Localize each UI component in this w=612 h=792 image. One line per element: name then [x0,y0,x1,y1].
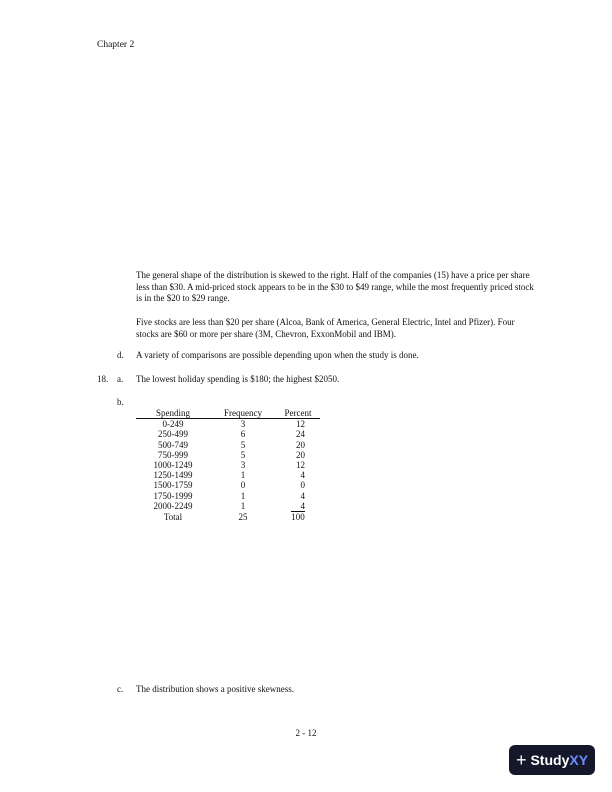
item-c-text: The distribution shows a positive skewness. [136,684,294,694]
chapter-header: Chapter 2 [97,40,135,50]
table-row [136,419,320,430]
studyxy-badge[interactable] [509,745,595,775]
table-header-row [136,408,320,419]
spending-cell: 1500-1759 [153,480,193,491]
percent-cell: 20 [296,449,305,460]
item-c-label: c. [117,684,124,694]
frequency-table [136,408,320,522]
frequency-cell: 1 [240,470,246,481]
frequency-cell: 5 [240,449,246,460]
spending-cell: 500-749 [158,439,188,450]
frequency-cell: 5 [240,439,246,450]
spending-cell: 750-999 [158,449,188,460]
percent-cell: 12 [296,460,305,471]
frequency-cell: 0 [240,480,246,491]
table-row [136,460,320,470]
table-row [136,440,320,450]
total-percent: 100 [291,512,305,523]
distribution-shape-paragraph: The general shape of the distribution is skewed to the right. Half of the companies (15) have a price per share less than $30. A mid-priced stock appears to be in the $30 to $49 range, while the most frequently priced stock is in the $20 to $29 range. [136,270,534,304]
table-row [136,470,320,480]
frequency-cell: 1 [240,501,246,512]
frequency-cell: 3 [240,419,246,430]
percent-cell: 24 [296,429,305,440]
badge-brand: StudyXY [530,752,589,768]
table-row [136,429,320,439]
table-row [136,501,320,512]
item-d-text: A variety of comparisons are possible depending upon when the study is done. [136,350,419,360]
spending-cell: 1750-1999 [153,490,193,501]
percent-cell: 0 [300,480,305,491]
header-percent: Percent [276,408,320,419]
table-total-row [136,512,320,522]
spending-cell: 2000-2249 [153,501,193,512]
table-row [136,480,320,490]
table-row [136,491,320,501]
frequency-cell: 3 [240,460,246,471]
percent-cell: 4 [300,470,305,481]
table-row [136,450,320,460]
spending-cell: 0-249 [162,419,184,430]
spending-cell: 1250-1499 [153,470,193,481]
frequency-cell: 1 [240,490,246,501]
header-frequency: Frequency [210,408,276,419]
percent-cell: 12 [296,419,305,430]
stock-price-paragraph: Five stocks are less than $20 per share (Alcoa, Bank of America, General Electric, Intel and Pfizer). Four stocks are $60 or more per share (3M, Chevron, ExxonMobil and IBM). [136,317,515,339]
spending-cell: 1000-1249 [153,460,193,471]
frequency-cell: 6 [240,429,246,440]
percent-cell: 20 [296,439,305,450]
item-a-label: a. [117,374,124,384]
item-d-label: d. [117,350,124,360]
total-label: Total [163,512,183,523]
total-frequency: 25 [238,512,248,523]
plus-icon: + [515,750,527,770]
header-spending: Spending [136,408,210,419]
page-number: 2 - 12 [295,728,317,738]
percent-cell: 4 [300,490,305,501]
spending-cell: 250-499 [158,429,188,440]
item-b-label: b. [117,397,124,407]
item-a-text: The lowest holiday spending is $180; the highest $2050. [136,374,340,384]
percent-cell: 4 [276,501,320,512]
question-18-number: 18. [97,374,109,384]
